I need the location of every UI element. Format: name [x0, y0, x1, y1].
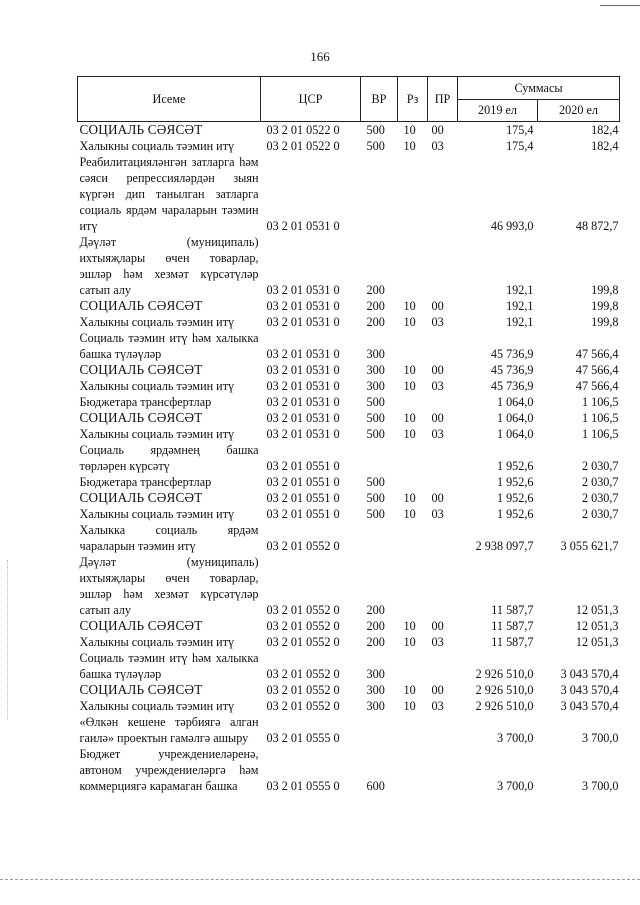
- row-sum-2019: 45 736,9: [490, 363, 534, 377]
- row-vr: 300: [366, 347, 385, 361]
- row-sum-2019: 1 952,6: [496, 491, 534, 505]
- row-pr: 00: [431, 123, 444, 137]
- row-rz: [398, 442, 428, 474]
- row-rz: 10: [403, 683, 416, 697]
- row-pr: 03: [431, 635, 444, 649]
- row-sum-2020: 3 055 621,7: [560, 539, 619, 553]
- row-sum-2020: 2 030,7: [581, 475, 619, 489]
- table-row: [78, 650, 620, 682]
- row-vr: [361, 522, 398, 554]
- row-sum-2020: 1 106,5: [581, 427, 619, 441]
- row-rz: [398, 394, 428, 410]
- row-csr: 03 2 01 0531 0: [266, 299, 340, 313]
- row-csr: 03 2 01 0552 0: [266, 635, 340, 649]
- row-rz: [398, 714, 428, 746]
- row-sum-2019: 1 952,6: [496, 459, 534, 473]
- header-year-2019: 2019 ел: [458, 99, 538, 122]
- row-pr: 00: [431, 363, 444, 377]
- row-rz: [398, 522, 428, 554]
- table-row: [78, 234, 620, 298]
- row-vr: 500: [366, 139, 385, 153]
- table-row: [78, 618, 620, 634]
- row-vr: 300: [366, 667, 385, 681]
- row-sum-2019: 46 993,0: [490, 219, 534, 233]
- row-sum-2020: 3 043 570,4: [560, 667, 619, 681]
- row-pr: [428, 650, 458, 682]
- row-vr: 500: [366, 507, 385, 521]
- row-rz: [398, 554, 428, 618]
- header-csr: ЦСР: [261, 77, 361, 122]
- row-name: Бюджет учреждениеләренә, автоном учреждениеләргә һәм коммерциягә карамаган башка: [79, 747, 259, 793]
- row-sum-2020: 182,4: [591, 139, 619, 153]
- row-vr: 300: [366, 699, 385, 713]
- row-csr: 03 2 01 0555 0: [266, 731, 340, 745]
- row-pr: [428, 522, 458, 554]
- row-sum-2020: 47 566,4: [575, 347, 619, 361]
- row-sum-2019: 45 736,9: [490, 379, 534, 393]
- row-pr: 03: [431, 427, 444, 441]
- row-rz: 10: [403, 139, 416, 153]
- row-vr: 200: [366, 315, 385, 329]
- row-sum-2019: 1 952,6: [496, 475, 534, 489]
- row-sum-2019: 1 952,6: [496, 507, 534, 521]
- row-vr: 300: [366, 683, 385, 697]
- row-sum-2019: 175,4: [506, 139, 534, 153]
- table-row: [78, 426, 620, 442]
- row-csr: 03 2 01 0531 0: [266, 315, 340, 329]
- row-pr: 00: [431, 683, 444, 697]
- row-vr: 600: [366, 779, 385, 793]
- row-pr: [428, 234, 458, 298]
- row-csr: 03 2 01 0531 0: [266, 427, 340, 441]
- table-row: [78, 362, 620, 378]
- row-csr: 03 2 01 0552 0: [266, 603, 340, 617]
- row-sum-2019: 2 938 097,7: [475, 539, 534, 553]
- table-row: [78, 330, 620, 362]
- row-sum-2020: 48 872,7: [575, 219, 619, 233]
- row-sum-2019: 192,1: [506, 315, 534, 329]
- table-row: [78, 298, 620, 314]
- row-pr: [428, 154, 458, 234]
- row-name: Халыкны социаль тәэмин итү: [79, 379, 235, 393]
- table-header: [78, 77, 620, 122]
- row-name: СОЦИАЛЬ СӘЯСӘТ: [79, 362, 203, 377]
- row-rz: 10: [403, 507, 416, 521]
- row-sum-2020: 2 030,7: [581, 459, 619, 473]
- row-rz: [398, 330, 428, 362]
- row-sum-2019: 192,1: [506, 283, 534, 297]
- row-sum-2019: 2 926 510,0: [475, 699, 534, 713]
- row-vr: 500: [366, 491, 385, 505]
- header-name: Исеме: [78, 77, 261, 122]
- row-pr: 03: [431, 139, 444, 153]
- row-pr: 03: [431, 699, 444, 713]
- row-rz: 10: [403, 491, 416, 505]
- row-vr: 500: [366, 427, 385, 441]
- row-name: СОЦИАЛЬ СӘЯСӘТ: [79, 682, 203, 697]
- row-name: Халыкны социаль тәэмин итү: [79, 507, 235, 521]
- header-sums: Суммасы: [458, 77, 620, 100]
- table-row: [78, 314, 620, 330]
- row-sum-2019: 175,4: [506, 123, 534, 137]
- row-sum-2020: 3 700,0: [581, 731, 619, 745]
- row-name: Бюджетара трансфертлар: [79, 395, 212, 409]
- table-row: [78, 506, 620, 522]
- row-rz: 10: [403, 427, 416, 441]
- row-rz: 10: [403, 363, 416, 377]
- row-sum-2020: 1 106,5: [581, 395, 619, 409]
- row-rz: 10: [403, 411, 416, 425]
- row-sum-2019: 11 587,7: [491, 619, 534, 633]
- row-pr: 03: [431, 379, 444, 393]
- row-sum-2020: 3 043 570,4: [560, 683, 619, 697]
- row-csr: 03 2 01 0551 0: [266, 475, 340, 489]
- row-csr: 03 2 01 0552 0: [266, 667, 340, 681]
- header-year-2020: 2020 ел: [538, 99, 620, 122]
- row-pr: [428, 442, 458, 474]
- row-vr: 200: [366, 619, 385, 633]
- table-row: [78, 698, 620, 714]
- row-sum-2019: 1 064,0: [496, 395, 534, 409]
- row-csr: 03 2 01 0552 0: [266, 539, 340, 553]
- row-name: Социаль тәэмин итү һәм халыкка башка түләүләр: [79, 651, 259, 681]
- row-pr: [428, 746, 458, 794]
- row-name: Дәүләт (муниципаль) ихтыяҗлары өчен товарлар, эшләр һәм хезмәт күрсәтүләр сатып алу: [79, 555, 259, 617]
- row-vr: 300: [366, 379, 385, 393]
- top-margin-rule: [600, 5, 640, 6]
- row-csr: 03 2 01 0522 0: [266, 139, 340, 153]
- row-sum-2020: 3 700,0: [581, 779, 619, 793]
- row-rz: 10: [403, 299, 416, 313]
- row-csr: 03 2 01 0531 0: [266, 219, 340, 233]
- row-vr: 300: [366, 363, 385, 377]
- table-row: [78, 522, 620, 554]
- row-name: Халыкны социаль тәэмин итү: [79, 635, 235, 649]
- row-csr: 03 2 01 0552 0: [266, 683, 340, 697]
- row-rz: [398, 746, 428, 794]
- row-csr: 03 2 01 0531 0: [266, 347, 340, 361]
- row-csr: 03 2 01 0551 0: [266, 507, 340, 521]
- row-name: Социаль тәэмин итү һәм халыкка башка түләүләр: [79, 331, 259, 361]
- row-sum-2020: 2 030,7: [581, 491, 619, 505]
- table-row: [78, 138, 620, 154]
- row-csr: 03 2 01 0551 0: [266, 459, 340, 473]
- row-name: СОЦИАЛЬ СӘЯСӘТ: [79, 410, 203, 425]
- row-vr: 500: [366, 411, 385, 425]
- row-rz: [398, 474, 428, 490]
- row-csr: 03 2 01 0551 0: [266, 491, 340, 505]
- row-csr: 03 2 01 0531 0: [266, 395, 340, 409]
- row-sum-2020: 12 051,3: [575, 619, 619, 633]
- row-pr: [428, 474, 458, 490]
- header-pr: ПР: [428, 77, 458, 122]
- row-vr: 200: [366, 635, 385, 649]
- row-sum-2020: 2 030,7: [581, 507, 619, 521]
- row-name: Бюджетара трансфертлар: [79, 475, 212, 489]
- row-csr: 03 2 01 0531 0: [266, 283, 340, 297]
- table-row: [78, 442, 620, 474]
- row-rz: [398, 650, 428, 682]
- row-sum-2020: 182,4: [591, 123, 619, 137]
- row-pr: 03: [431, 507, 444, 521]
- row-name: СОЦИАЛЬ СӘЯСӘТ: [79, 298, 203, 313]
- row-sum-2019: 11 587,7: [491, 603, 534, 617]
- row-vr: [361, 714, 398, 746]
- row-vr: 200: [366, 283, 385, 297]
- row-rz: 10: [403, 635, 416, 649]
- row-pr: 00: [431, 299, 444, 313]
- row-sum-2020: 12 051,3: [575, 635, 619, 649]
- row-name: Дәүләт (муниципаль) ихтыяҗлары өчен товарлар, эшләр һәм хезмәт күрсәтүләр сатып алу: [79, 235, 259, 297]
- row-rz: 10: [403, 699, 416, 713]
- row-name: СОЦИАЛЬ СӘЯСӘТ: [79, 490, 203, 505]
- row-rz: [398, 154, 428, 234]
- table-row: [78, 634, 620, 650]
- table-row: [78, 410, 620, 426]
- row-pr: [428, 554, 458, 618]
- scan-margin-marks: [7, 560, 8, 720]
- bottom-margin-rule: [0, 879, 640, 880]
- header-rz: Рз: [398, 77, 428, 122]
- row-name: СОЦИАЛЬ СӘЯСӘТ: [79, 618, 203, 633]
- table-row: [78, 554, 620, 618]
- row-rz: 10: [403, 315, 416, 329]
- row-csr: 03 2 01 0522 0: [266, 123, 340, 137]
- table-row: [78, 746, 620, 794]
- row-sum-2019: 1 064,0: [496, 427, 534, 441]
- row-rz: 10: [403, 123, 416, 137]
- row-csr: 03 2 01 0531 0: [266, 363, 340, 377]
- row-sum-2019: 1 064,0: [496, 411, 534, 425]
- row-rz: [398, 234, 428, 298]
- table-row: [78, 122, 620, 139]
- row-sum-2019: 3 700,0: [496, 779, 534, 793]
- row-vr: 200: [366, 603, 385, 617]
- row-vr: [361, 154, 398, 234]
- row-name: Халыкны социаль тәэмин итү: [79, 699, 235, 713]
- row-pr: [428, 330, 458, 362]
- budget-table: [77, 76, 620, 794]
- table-row: [78, 682, 620, 698]
- row-sum-2020: 3 043 570,4: [560, 699, 619, 713]
- row-sum-2019: 2 926 510,0: [475, 683, 534, 697]
- row-csr: 03 2 01 0531 0: [266, 411, 340, 425]
- row-csr: 03 2 01 0555 0: [266, 779, 340, 793]
- row-vr: 500: [366, 475, 385, 489]
- row-sum-2020: 12 051,3: [575, 603, 619, 617]
- row-name: СОЦИАЛЬ СӘЯСӘТ: [79, 122, 203, 137]
- row-name: Халыкны социаль тәэмин итү: [79, 139, 235, 153]
- row-csr: 03 2 01 0552 0: [266, 619, 340, 633]
- table-row: [78, 714, 620, 746]
- row-pr: 00: [431, 491, 444, 505]
- row-pr: 03: [431, 315, 444, 329]
- row-sum-2019: 192,1: [506, 299, 534, 313]
- row-sum-2019: 3 700,0: [496, 731, 534, 745]
- row-rz: 10: [403, 379, 416, 393]
- row-name: Социаль ярдәмнең башка төрләрен күрсәтү: [79, 443, 259, 473]
- row-vr: 500: [366, 123, 385, 137]
- row-csr: 03 2 01 0552 0: [266, 699, 340, 713]
- table-row: [78, 378, 620, 394]
- row-name: Халыкка социаль ярдәм чараларын тәэмин итү: [79, 523, 259, 553]
- row-vr: 500: [366, 395, 385, 409]
- row-rz: 10: [403, 619, 416, 633]
- row-name: Халыкны социаль тәэмин итү: [79, 427, 235, 441]
- table-row: [78, 394, 620, 410]
- row-sum-2020: 199,8: [591, 283, 619, 297]
- table-row: [78, 490, 620, 506]
- row-sum-2019: 11 587,7: [491, 635, 534, 649]
- row-name: Реабилитацияләнгән затларга һәм сәяси репрессияләрдән зыян күргән дип танылган затларга социаль ярдәм чараларын тәэмин итү: [79, 155, 259, 233]
- row-vr: [361, 442, 398, 474]
- row-sum-2019: 2 926 510,0: [475, 667, 534, 681]
- row-pr: 00: [431, 411, 444, 425]
- row-name: Халыкны социаль тәэмин итү: [79, 315, 235, 329]
- row-sum-2019: 45 736,9: [490, 347, 534, 361]
- row-csr: 03 2 01 0531 0: [266, 379, 340, 393]
- row-pr: [428, 714, 458, 746]
- row-sum-2020: 47 566,4: [575, 363, 619, 377]
- table-row: [78, 154, 620, 234]
- row-pr: 00: [431, 619, 444, 633]
- row-name: «Өлкән кешене тәрбиягә алган гаилә» проектын гамәлгә ашыру: [79, 715, 259, 745]
- table-body: [78, 122, 620, 795]
- table-row: [78, 474, 620, 490]
- row-sum-2020: 1 106,5: [581, 411, 619, 425]
- row-sum-2020: 199,8: [591, 315, 619, 329]
- row-sum-2020: 199,8: [591, 299, 619, 313]
- page-number: 166: [310, 49, 330, 64]
- header-vr: ВР: [361, 77, 398, 122]
- row-vr: 200: [366, 299, 385, 313]
- row-pr: [428, 394, 458, 410]
- row-sum-2020: 47 566,4: [575, 379, 619, 393]
